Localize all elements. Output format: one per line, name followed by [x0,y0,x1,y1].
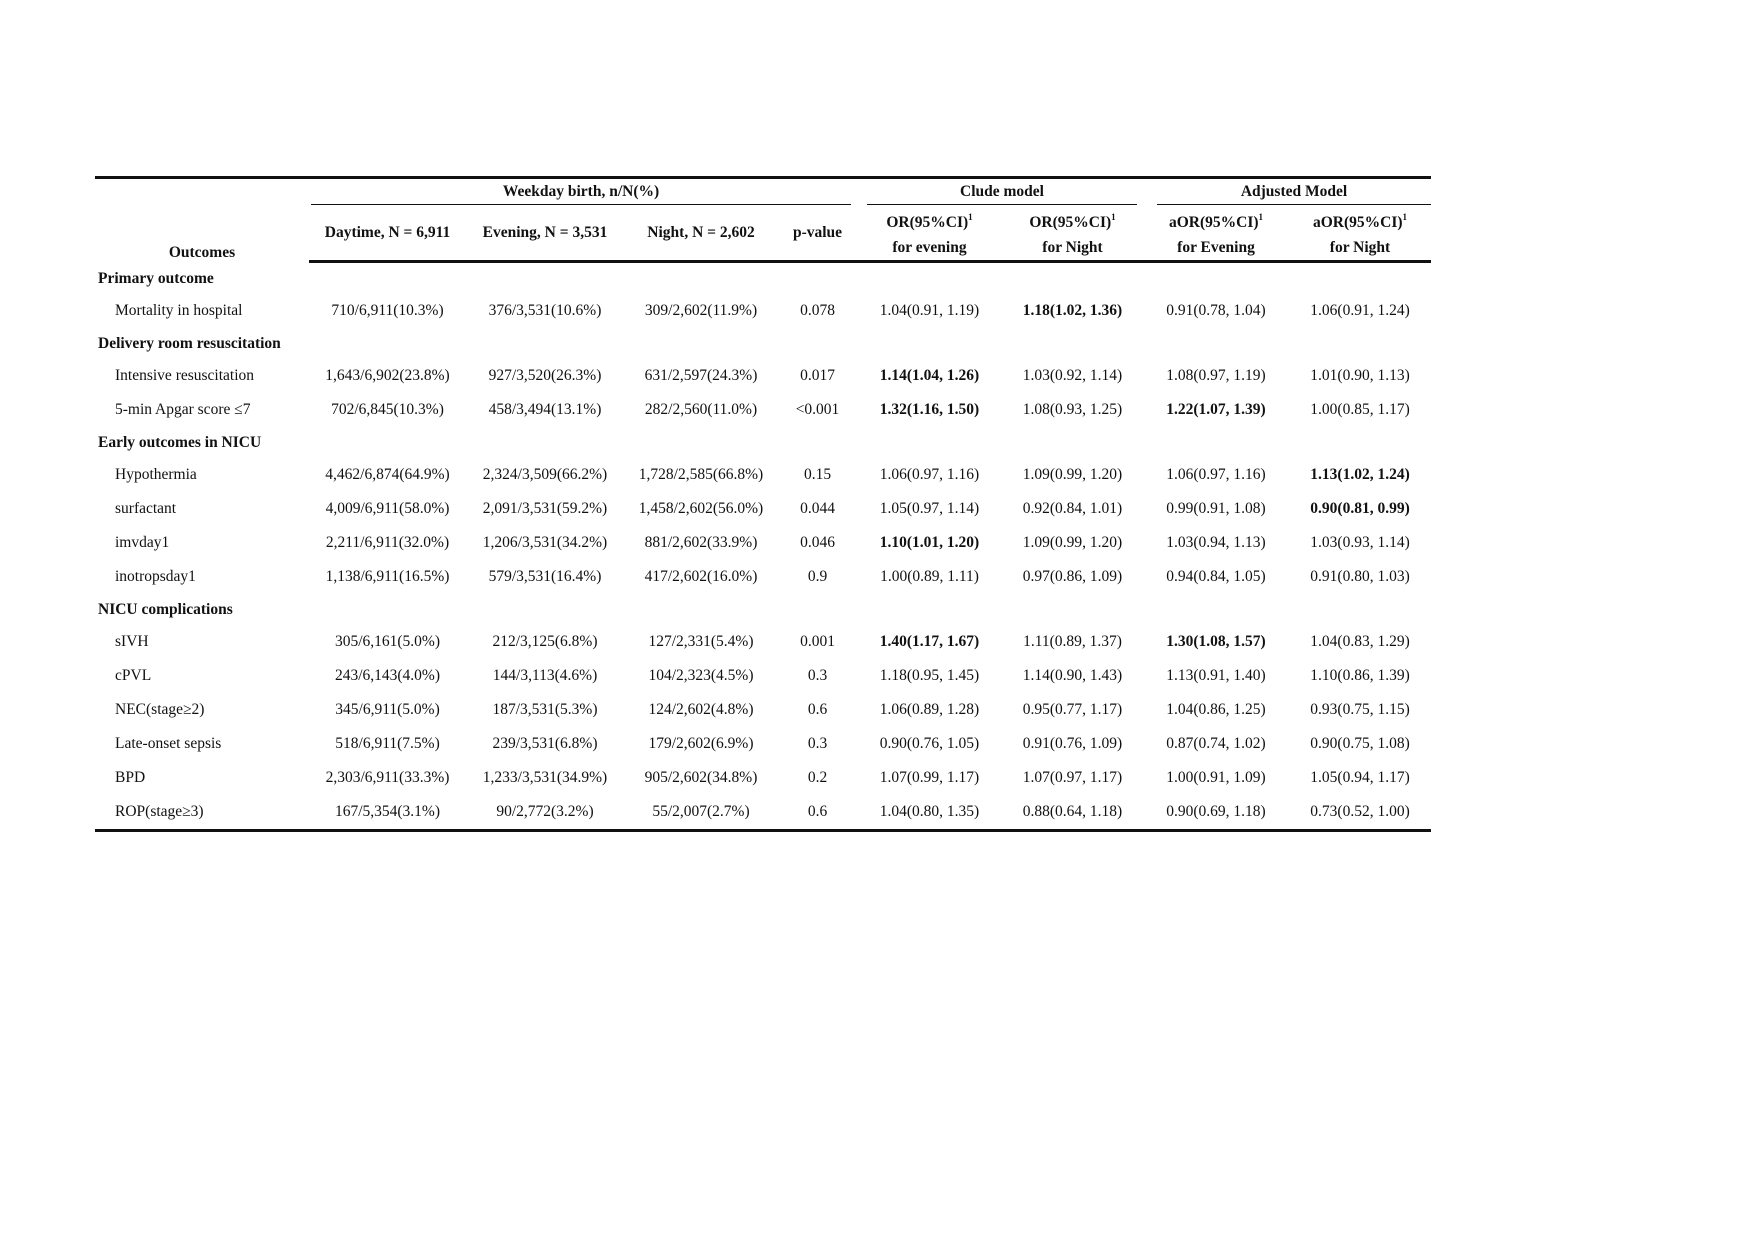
evening-cell: 90/2,772(3.2%) [466,795,624,831]
night-cell: 179/2,602(6.9%) [648,735,754,752]
daytime-cell: 243/6,143(4.0%) [334,667,441,684]
or-night-cell: 1.18(1.02, 1.36) [1022,302,1123,319]
section-title: NICU complications [98,600,233,618]
or-evening-cell: 1.32(1.16, 1.50) [879,401,980,418]
or-evening-cell: 1.04(0.91, 1.19) [879,302,980,319]
aor-night-cell: 1.03(0.93, 1.14) [1310,534,1410,551]
or-evening-header: $OR(95\%CI)^1$ for evening [857,205,1002,262]
pvalue-cell: 0.001 [800,633,835,650]
aor-evening-cell: 0.99(0.91, 1.08) [1166,500,1266,517]
table-row [95,393,1431,427]
evening-cell: 1,233/3,531(34.9%) [482,769,608,786]
or-night-cell: 0.91(0.76, 1.09) [1022,735,1123,752]
aor-evening-cell: 1.22(1.07, 1.39) [1166,401,1266,418]
table-header [95,178,1431,262]
outcome-label: Hypothermia [115,466,197,483]
or-evening-cell: 1.18(0.95, 1.45) [879,667,980,684]
outcome-label: inotropsday1 [115,568,196,585]
outcome-label: cPVL [115,667,152,684]
evening-cell: 458/3,494(13.1%) [488,401,602,418]
outcome-label: ROP(stage≥3) [95,795,309,831]
table-body [95,262,1431,831]
aor-night-cell: 0.73(0.52, 1.00) [1289,795,1431,831]
or-night-cell: 0.95(0.77, 1.17) [1022,701,1123,718]
table-row [95,458,1431,492]
night-cell: 309/2,602(11.9%) [644,302,758,319]
or-evening-cell: 1.06(0.97, 1.16) [879,466,980,483]
table-row [95,560,1431,594]
aor-evening-cell: 1.00(0.91, 1.09) [1166,769,1266,786]
outcome-label: sIVH [115,633,149,650]
daytime-cell: 518/6,911(7.5%) [335,735,440,752]
pvalue-cell: <0.001 [795,401,840,418]
outcome-label: surfactant [115,500,177,517]
aor-night-cell: 1.06(0.91, 1.24) [1310,302,1410,319]
daytime-cell: 345/6,911(5.0%) [335,701,440,718]
aor-evening-cell: 1.03(0.94, 1.13) [1166,534,1266,551]
outcome-label: Mortality in hospital [115,302,243,319]
section-header-row [95,328,1431,359]
evening-cell: 579/3,531(16.4%) [488,568,602,585]
clude-model-group-header: Clude model [857,178,1143,206]
daytime-header: Daytime, N = 6,911 [309,205,466,262]
night-cell: 631/2,597(24.3%) [644,367,758,384]
night-cell: 55/2,007(2.7%) [624,795,778,831]
pvalue-cell: 0.2 [807,769,828,786]
or-night-cell: 1.03(0.92, 1.14) [1022,367,1123,384]
or-night-cell: 0.92(0.84, 1.01) [1022,500,1123,517]
outcome-label: Late-onset sepsis [115,735,222,752]
evening-cell: 212/3,125(6.8%) [492,633,598,650]
night-cell: 417/2,602(16.0%) [644,568,758,585]
table-row [95,659,1431,693]
aor-evening-cell: 0.94(0.84, 1.05) [1166,568,1266,585]
evening-cell: 927/3,520(26.3%) [488,367,602,384]
aor-night-cell: 1.10(0.86, 1.39) [1310,667,1410,684]
or-evening-cell: 0.90(0.76, 1.05) [879,735,980,752]
aor-night-cell: 1.05(0.94, 1.17) [1310,769,1410,786]
daytime-cell: 710/6,911(10.3%) [331,302,444,319]
night-cell: 127/2,331(5.4%) [648,633,754,650]
section-header-row [95,262,1431,295]
aor-evening-cell: 1.13(0.91, 1.40) [1166,667,1266,684]
footnote-marker: 1 [1258,212,1264,222]
pvalue-header: p-value [778,205,857,262]
aor-evening-cell: 1.06(0.97, 1.16) [1166,466,1266,483]
daytime-cell: 702/6,845(10.3%) [331,401,444,418]
evening-cell: 376/3,531(10.6%) [488,302,602,319]
or-night-cell: 1.11(0.89, 1.37) [1023,633,1122,650]
evening-cell: 187/3,531(5.3%) [492,701,598,718]
weekday-birth-group-header: Weekday birth, n/N(%) [309,178,857,206]
pvalue-cell: 0.3 [807,735,828,752]
or-evening-cell: 1.40(1.17, 1.67) [879,633,980,650]
section-header-row [95,427,1431,458]
or-night-cell: 0.88(0.64, 1.18) [1002,795,1143,831]
or-evening-cell: 1.00(0.89, 1.11) [880,568,979,585]
section-header-row [95,594,1431,625]
outcome-label: NEC(stage≥2) [115,701,205,718]
pvalue-cell: 0.046 [800,534,835,551]
outcome-label: BPD [115,769,146,786]
outcome-label: 5-min Apgar score ≤7 [115,401,251,418]
evening-cell: 239/3,531(6.8%) [492,735,598,752]
evening-cell: 2,091/3,531(59.2%) [482,500,608,517]
or-night-cell: 1.09(0.99, 1.20) [1022,466,1123,483]
adjusted-model-group-header: Adjusted Model [1143,178,1431,206]
footnote-marker: 1 [1111,212,1116,222]
daytime-cell: 2,211/6,911(32.0%) [325,534,450,551]
aor-night-cell: 1.01(0.90, 1.13) [1310,367,1410,384]
daytime-cell: 167/5,354(3.1%) [309,795,466,831]
pvalue-cell: 0.6 [778,795,857,831]
aor-night-cell: 1.04(0.83, 1.29) [1310,633,1410,650]
or-evening-cell: 1.14(1.04, 1.26) [879,367,980,384]
aor-evening-cell: 1.30(1.08, 1.57) [1166,633,1266,650]
table-row [95,492,1431,526]
daytime-cell: 1,138/6,911(16.5%) [325,568,450,585]
outcomes-header: Outcomes [95,178,309,262]
evening-header: Evening, N = 3,531 [466,205,624,262]
daytime-cell: 2,303/6,911(33.3%) [325,769,450,786]
aor-night-cell: 0.90(0.81, 0.99) [1310,500,1410,517]
table-row [95,294,1431,328]
aor-evening-cell: 1.04(0.86, 1.25) [1166,701,1266,718]
night-header: Night, N = 2,602 [624,205,778,262]
night-cell: 1,458/2,602(56.0%) [638,500,764,517]
or-night-cell: 1.14(0.90, 1.43) [1022,667,1123,684]
pvalue-cell: 0.3 [807,667,828,684]
outcomes-table [95,176,1431,832]
section-title: Delivery room resuscitation [98,334,281,352]
or-evening-cell: 1.10(1.01, 1.20) [879,534,980,551]
table-row [95,359,1431,393]
footnote-marker: 1 [968,212,973,222]
table-row [95,693,1431,727]
aor-night-cell: 0.91(0.80, 1.03) [1310,568,1410,585]
night-cell: 905/2,602(34.8%) [644,769,758,786]
or-evening-cell: 1.04(0.80, 1.35) [857,795,1002,831]
table-row [95,526,1431,560]
aor-evening-header: $aOR(95\%CI)^1$ for Evening [1143,205,1289,262]
table-row [95,625,1431,659]
aor-night-header: $aOR(95\%CI)^1$ for Night [1289,205,1431,262]
outcome-label: Intensive resuscitation [115,367,255,384]
pvalue-cell: 0.044 [800,500,835,517]
evening-cell: 144/3,113(4.6%) [492,667,598,684]
daytime-cell: 4,462/6,874(64.9%) [325,466,450,483]
aor-night-cell: 1.00(0.85, 1.17) [1310,401,1410,418]
aor-evening-cell: 1.08(0.97, 1.19) [1166,367,1266,384]
or-night-cell: 1.09(0.99, 1.20) [1022,534,1123,551]
night-cell: 282/2,560(11.0%) [644,401,758,418]
pvalue-cell: 0.15 [803,466,832,483]
or-night-cell: 1.08(0.93, 1.25) [1022,401,1123,418]
daytime-cell: 1,643/6,902(23.8%) [325,367,450,384]
pvalue-cell: 0.017 [800,367,835,384]
section-title: Primary outcome [98,269,214,287]
night-cell: 1,728/2,585(66.8%) [638,466,764,483]
pvalue-cell: 0.078 [800,302,835,319]
or-night-header: $OR(95\%CI)^1$ for Night [1002,205,1143,262]
outcome-label: imvday1 [115,534,170,551]
pvalue-cell: 0.9 [807,568,828,585]
evening-cell: 1,206/3,531(34.2%) [482,534,608,551]
aor-night-cell: 0.93(0.75, 1.15) [1310,701,1410,718]
or-evening-cell: 1.05(0.97, 1.14) [879,500,980,517]
aor-evening-cell: 0.90(0.69, 1.18) [1143,795,1289,831]
or-evening-cell: 1.07(0.99, 1.17) [879,769,980,786]
aor-evening-cell: 0.87(0.74, 1.02) [1166,735,1266,752]
pvalue-cell: 0.6 [807,701,828,718]
night-cell: 104/2,323(4.5%) [648,667,754,684]
footnote-marker: 1 [1402,212,1408,222]
daytime-cell: 305/6,161(5.0%) [334,633,441,650]
section-title: Early outcomes in NICU [98,433,262,451]
or-night-cell: 1.07(0.97, 1.17) [1022,769,1123,786]
aor-night-cell: 1.13(1.02, 1.24) [1310,466,1410,483]
night-cell: 124/2,602(4.8%) [648,701,754,718]
night-cell: 881/2,602(33.9%) [644,534,758,551]
aor-evening-cell: 0.91(0.78, 1.04) [1166,302,1266,319]
or-night-cell: 0.97(0.86, 1.09) [1022,568,1123,585]
daytime-cell: 4,009/6,911(58.0%) [325,500,450,517]
table-row [95,727,1431,761]
evening-cell: 2,324/3,509(66.2%) [482,466,608,483]
aor-night-cell: 0.90(0.75, 1.08) [1310,735,1410,752]
table-row [95,761,1431,795]
table-row [95,795,1431,831]
or-evening-cell: 1.06(0.89, 1.28) [879,701,980,718]
